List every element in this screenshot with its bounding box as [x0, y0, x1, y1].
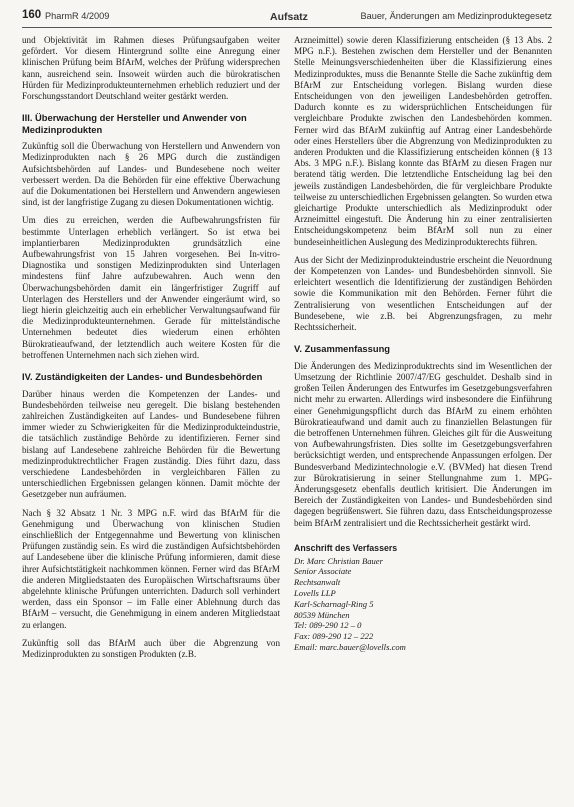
author-phone: Tel: 089-290 12 – 0 — [294, 620, 362, 631]
paragraph: Arzneimittel) sowie deren Klassifizierung entscheiden (§ 13 Abs. 2 MPG n.F.). Bestehen zwischen dem Hersteller und der Benannten Stelle Meinungsverschiedenheiten über die Klassifizierung eines Medizinproduktes, muss die Benannte Stelle die Sache zukünftig dem BfArM zur Entscheidung vorlegen. Bislang wurden diese Entscheidungen von den jeweiligen Landesbehörden getroffen. Dadurch konnte es zu widersprüchlichen Entscheidungen für vergleichbare Produkte zwischen den Landesbehörden kommen. Ferner wird das BfArM zukünftig auf Antrag einer Landesbehörde oder eines Herstellers über die Abgrenzung von Medizinprodukten zu anderen Produkten und die Klassifizierung entscheiden können (§ 13 Abs. 3 MPG n.F.). Bislang konnte das BfArM zu diesen Fragen nur beratend tätig werden. Die letztendliche Entscheidung lag bei den jeweils zuständigen Landesbehörden, die für vergleichbare Produkte teilweise zu unterschiedlichen Ergebnissen gelangten. So wurden etwa gleichartige Produkte unterschiedlich als Medizinprodukt oder Arzneimittel eingestuft. Die Änderung hin zu einer zentralisierten Entscheidungskompetenz beim BfArM soll nun zu einer bundeseinheitlichen Auslegung des Medizinprodukterechts führen. — [294, 35, 552, 247]
author-street: Karl-Scharnagl-Ring 5 — [294, 598, 374, 609]
section-heading: III. Überwachung der Hersteller und Anwender von Medizinprodukten — [22, 112, 247, 135]
paragraph: Um dies zu erreichen, werden die Aufbewahrungsfristen für bestimmte Unterlagen erheblich verlängert. So ist etwa bei implantierbaren Medizinprodukten grundsätzlich eine Aufbewahrungsfrist von 15 Jahren vorgesehen. Bei In-vitro-Diagnostika und sonstigen Medizinprodukten sind Unterlagen mindestens fünf Jahre aufzubewahren. Auch wenn den Überwachungsbehörden damit ein längerfristiger Zugriff auf Unterlagen des Herstellers und der Anwender eingeräumt wird, so liegt hierin gleichzeitig auch ein erheblicher Verwaltungsaufwand für die Medizinprodukteunternehmen. Gerade für mittelständische Unternehmen bedeutet dies wiederum einen erhöhten Bürokratieaufwand, der letztendlich auch weitere Kosten für die betroffenen Unternehmen nach sich ziehen wird. — [22, 215, 280, 360]
author-email: Email: marc.bauer@lovells.com — [294, 642, 406, 652]
paragraph: Zukünftig soll das BfArM auch über die Abgrenzung von Medizinprodukten zu sonstigen Produkten (z.B. — [22, 637, 280, 660]
running-header — [22, 9, 552, 27]
right-column — [294, 35, 552, 653]
paragraph: Die Änderungen des Medizinproduktrechts sind im Wesentlichen der Umsetzung der Richtlinie 2007/47/EG geschuldet. Deshalb sind in großen Teilen Änderungen des Entwurfes im Gesetzgebungsverfahren nicht mehr zu erwarten. Allerdings wird insbesondere die Einführung einer Genehmigungspflicht durch das BfArM zu einem erhöhten Bürokratieaufwand und damit auch zu finanziellen Belastungen für die betroffenen Unternehmen führen. Gleiches gilt für die Ausweitung von Aufbewahrungsfristen. Dies sollte im Gesetzgebungsverfahren berücksichtigt werden, und entsprechende Anpassungen erfolgen. Der Bundesverband Medizintechnologie e.V. (BVMed) hat diesen Trend zur Bürokratisierung in seiner Stellungnahme zum 1. MPG-Änderungsgesetz ebenfalls deutlich kritisiert. Die Änderungen im Bereich der Zuständigkeiten von Landes- und Bundesbehörden sind dagegen begrüßenswert. Sie führen dazu, dass Entscheidungsprozesse beim BfArM zentralisiert und die Rechtssicherheit gestärkt wird. — [294, 360, 552, 528]
paragraph: Darüber hinaus werden die Kompetenzen der Landes- und Bundesbehörden teilweise neu geregelt. Die bislang bestehenden zahlreichen Zuständigkeiten auf Landes- und Bundesebene führen immer wieder zu Schwierigkeiten für die Medizinprodukteindustrie, die tatsächlich zuständige Behörde zu identifizieren. Ferner sind bislang auf Landesebene zahlreiche Behörden für die Bewertung medizinproduktrechtlicher Fragen zuständig. Dies führt dazu, dass verschiedene Landesbehörden in vergleichbaren Fällen zu unterschiedlichen Ergebnissen gelangen können. Damit möchte der Gesetzgeber nun aufräumen. — [22, 388, 280, 500]
author-address — [294, 543, 552, 653]
author-address-heading: Anschrift des Verfassers — [294, 542, 398, 553]
running-title: Bauer, Änderungen am Medizinproduktegesetz — [360, 11, 552, 21]
section-heading: V. Zusammenfassung — [294, 343, 391, 355]
paragraph: und Objektivität im Rahmen dieses Prüfungsaufgaben weiter gefördert. Vor diesem Hintergrund sollte eine Anregung einer klinischen Prüfung beim BfArM, welches der Prüfung widersprechen kann, ausreichend sein. Insoweit würden auch die bürokratischen Hürden für Medizinprodukteunternehmen erheblich reduziert und der Forschungsstandort Deutschland weiter gestärkt werden. — [22, 35, 280, 102]
author-position: Senior Associate — [294, 566, 352, 577]
page-number: 160 — [22, 9, 42, 21]
paragraph: Zukünftig soll die Überwachung von Herstellern und Anwendern von Medizinprodukten nach § 26 MPG durch die zuständigen Aufsichtsbehörden auf Landes- und Bundesebene noch weiter verbessert werden. Da die Behörden für eine effektive Überwachung auf die Dokumentationen bei Herstellern und Anwendern angewiesen sind, ist der langfristige Zugang zu diesen Dokumentationen wichtig. — [22, 141, 280, 208]
header-rule — [22, 27, 552, 28]
author-fax: Fax: 089-290 12 – 222 — [294, 631, 374, 642]
author-firm: Lovells LLP — [294, 588, 336, 599]
left-column — [22, 35, 280, 667]
journal-reference: PharmR 4/2009 — [45, 11, 110, 21]
section-heading: IV. Zuständigkeiten der Landes- und Bundesbehörden — [22, 371, 263, 383]
paragraph: Aus der Sicht der Medizinprodukteindustrie erscheint die Neuordnung der Kompetenzen von Landes- und Bundesbehörden sinnvoll. Sie erleichtert wesentlich die Identifizierung der zuständigen Behörden sowie die Kommunikation mit den Behörden. Ferner führt die Zentralisierung von wesentlichen Entscheidungen auf der Bundesebene, wie z.B. bei Abgrenzungsfragen, zu mehr Rechtssicherheit. — [294, 254, 552, 333]
section-label: Aufsatz — [270, 11, 308, 23]
author-profession: Rechtsanwalt — [294, 577, 341, 588]
author-city: 80539 München — [294, 609, 350, 620]
author-name: Dr. Marc Christian Bauer — [294, 555, 383, 566]
paragraph: Nach § 32 Absatz 1 Nr. 3 MPG n.F. wird das BfArM für die Genehmigung und Überwachung von klinischen Studien einschließlich der Entgegennahme und Bewertung von klinischen Prüfungen zuständig sein. Es wird die zuständigen Aufsichtsbehörden auf Landesebene über die klinische Prüfung informieren, damit diese ihrer Aufsichtstätigkeit nachkommen können. Ferner wird das BfArM die anderen Mitgliedstaaten des Europäischen Wirtschaftsraums über abgelehnte klinische Prüfungen unterrichten. Dadurch soll verhindert werden, dass ein Sponsor – im Falle einer Ablehnung durch das BfArM – versucht, die Genehmigung in einem anderen Mitgliedstaat zu erlangen. — [22, 507, 280, 630]
